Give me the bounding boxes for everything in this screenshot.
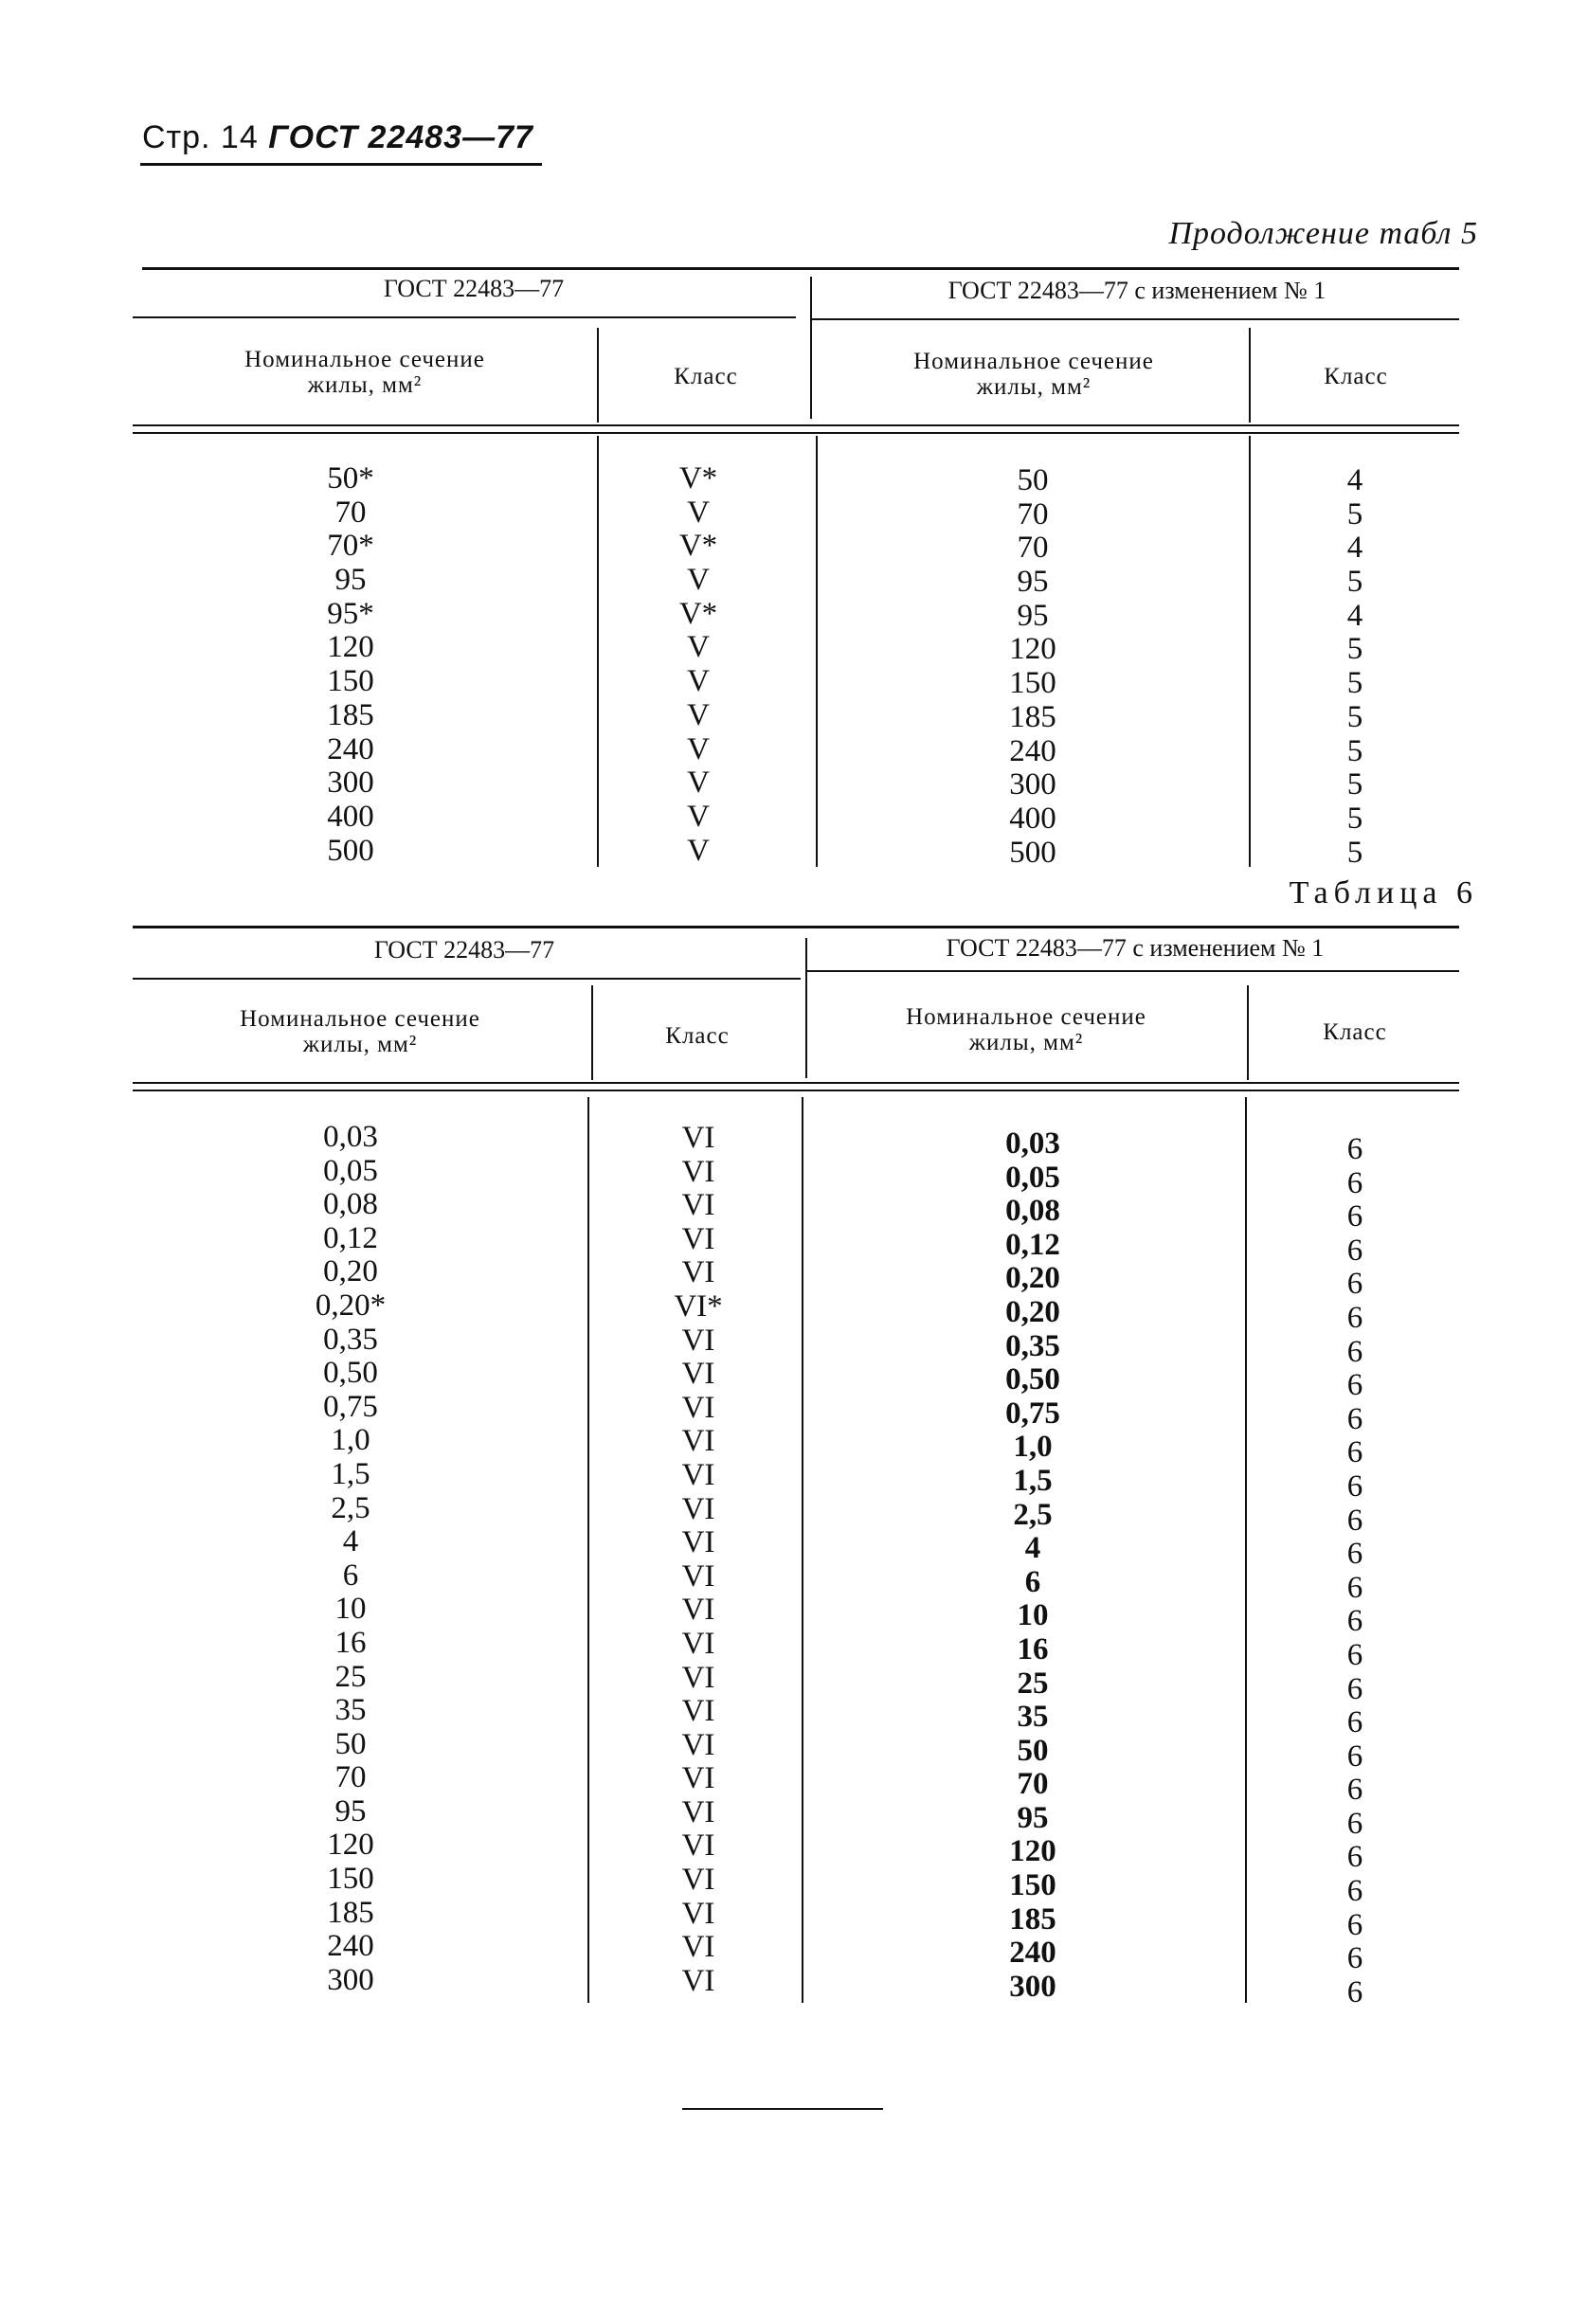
table-cell: V (687, 833, 710, 868)
header-line: Номинальное сечение (240, 1006, 480, 1032)
table-cell: 6 (1346, 1974, 1363, 2009)
table-cell: 0,20 (323, 1254, 378, 1289)
table-cell: 300 (327, 1962, 374, 1997)
table5-left-sections (275, 462, 426, 868)
table-cell: 0,50 (1005, 1362, 1060, 1397)
table-cell: VI (681, 1593, 715, 1628)
table-cell: VI (681, 1727, 715, 1762)
table-cell: 35 (1017, 1700, 1049, 1735)
table-cell: VI (681, 1626, 715, 1661)
table-cell: V (687, 799, 710, 834)
table-cell: 120 (1009, 1834, 1056, 1869)
table-cell: 6 (1346, 1435, 1363, 1470)
table-cell: 0,12 (1005, 1227, 1060, 1262)
table-cell: 185 (327, 1895, 374, 1930)
table-cell: 70 (334, 1760, 367, 1795)
table-cell: VI (681, 1188, 715, 1223)
standard-title: ГОСТ 22483—77 (268, 119, 533, 155)
table-cell: 4 (342, 1524, 359, 1559)
table-cell: 0,20* (315, 1288, 387, 1323)
table5-left-col-divider-body (597, 436, 599, 867)
table-cell: 240 (1009, 733, 1056, 768)
table-cell: 6 (1346, 1401, 1363, 1436)
table-cell: 1,0 (331, 1423, 370, 1458)
table-cell: 0,08 (323, 1187, 378, 1222)
table-cell: 500 (327, 833, 374, 868)
table6-right-section-header (813, 1004, 1239, 1055)
table6-right-class-header: Класс (1323, 1019, 1387, 1045)
header-line: жилы, мм² (976, 374, 1092, 400)
table-cell: 25 (1017, 1666, 1049, 1701)
table6-right-col-divider-body (1245, 1097, 1247, 2003)
table5-right-group-header: ГОСТ 22483—77 с изменением № 1 (947, 277, 1326, 304)
table5-divider-head (810, 277, 812, 419)
table5-left-classes (637, 462, 760, 868)
table-cell: 50 (1017, 1733, 1049, 1768)
table-cell: 1,5 (1013, 1463, 1053, 1498)
table-cell: 4 (1346, 531, 1363, 566)
table6-right-classes (1317, 1133, 1393, 2009)
table-cell: 95 (1017, 1800, 1049, 1835)
table-cell: 5 (1346, 767, 1363, 802)
table-cell: 150 (1009, 1868, 1056, 1903)
table-cell: 5 (1346, 835, 1363, 870)
table-cell: 6 (1346, 1132, 1363, 1166)
table5-right-col-divider-head (1249, 328, 1251, 423)
table-cell: VI (681, 1457, 715, 1492)
table-cell: 5 (1346, 733, 1363, 768)
table-cell: V* (678, 529, 718, 564)
table-cell: VI (681, 1390, 715, 1425)
table-cell: VI (681, 1558, 715, 1594)
table-cell: 6 (1024, 1564, 1041, 1599)
table-cell: 120 (327, 1828, 374, 1863)
table-cell: 185 (1009, 699, 1056, 734)
table5-caption: Продолжение табл 5 (1168, 216, 1478, 251)
table-cell: 0,03 (323, 1120, 378, 1154)
header-line: Номинальное сечение (244, 347, 485, 372)
table-cell: 0,08 (1005, 1194, 1060, 1229)
table-cell: 6 (1346, 1941, 1363, 1976)
table5-right-section-header (821, 349, 1247, 400)
table-cell: VI (681, 1863, 715, 1898)
table-cell: 300 (1009, 767, 1056, 802)
table-cell: 95 (334, 563, 367, 598)
footer-rule (682, 2108, 883, 2110)
table-cell: VI (681, 1525, 715, 1560)
table-cell: 16 (1017, 1631, 1049, 1666)
table5-right-col-divider-body (1249, 436, 1251, 867)
table-cell: 4 (1346, 463, 1363, 497)
table-cell: 6 (1346, 1537, 1363, 1572)
table-cell: 35 (334, 1693, 367, 1728)
table-cell: 1,5 (331, 1456, 370, 1491)
table6-left-class-header: Класс (665, 1023, 730, 1049)
table-cell: 50 (334, 1726, 367, 1761)
table-cell: 300 (327, 766, 374, 801)
table6-left-sections (275, 1121, 426, 1997)
table-cell: 6 (1346, 1570, 1363, 1605)
table-cell: 240 (1009, 1936, 1056, 1971)
table-cell: 6 (1346, 1468, 1363, 1504)
table-cell: VI (681, 1154, 715, 1189)
table-cell: 0,35 (323, 1322, 378, 1357)
table5-left-section-header (142, 347, 587, 398)
table6-left-section-header (137, 1006, 583, 1057)
table-cell: 240 (327, 1929, 374, 1964)
table-cell: 120 (1009, 632, 1056, 667)
table-cell: V* (678, 461, 718, 495)
table-cell: VI (681, 1930, 715, 1965)
table5-head-rule-1 (133, 424, 1459, 426)
table6-left-group-header: ГОСТ 22483—77 (373, 936, 555, 964)
table-cell: 4 (1024, 1531, 1041, 1566)
table-cell: 500 (1009, 835, 1056, 870)
table-cell: V* (678, 596, 718, 631)
table-cell: 6 (1346, 1199, 1363, 1234)
table-cell: 150 (1009, 666, 1056, 701)
table6-left-col-divider-head (591, 985, 593, 1080)
table-cell: 6 (1346, 1637, 1363, 1672)
page-number: Стр. 14 (142, 119, 259, 155)
table-cell: 0,03 (1005, 1126, 1060, 1161)
table-cell: 5 (1346, 496, 1363, 531)
table-cell: 6 (1346, 1738, 1363, 1774)
table-cell: 6 (1346, 1233, 1363, 1268)
table5-top-rule (142, 267, 1459, 270)
table5-head-rule-2 (133, 432, 1459, 434)
table-cell: 95* (327, 596, 374, 631)
table-cell: 95 (1017, 565, 1049, 600)
table-cell: 6 (1346, 1165, 1363, 1200)
table-cell: 6 (1346, 1907, 1363, 1942)
table-cell: 0,75 (323, 1389, 378, 1424)
table-cell: 16 (334, 1625, 367, 1660)
table-cell: 5 (1346, 699, 1363, 734)
table-cell: V (687, 731, 710, 766)
table-cell: V (687, 495, 710, 530)
table5-left-col-divider-head (597, 328, 599, 423)
header-line: жилы, мм² (307, 372, 423, 398)
table-cell: 70 (1017, 496, 1049, 531)
table-cell: 6 (1346, 1300, 1363, 1335)
table-cell: 0,20 (1005, 1261, 1060, 1296)
table-cell: 6 (1346, 1368, 1363, 1403)
table6-head-rule-1 (133, 1082, 1459, 1084)
table-cell: V (687, 697, 710, 732)
header-line: Номинальное сечение (906, 1004, 1146, 1030)
table-cell: V (687, 563, 710, 598)
table6-left-classes (637, 1122, 760, 1998)
table-cell: 5 (1346, 565, 1363, 600)
table-cell: 120 (327, 630, 374, 665)
table-cell: 6 (1346, 1840, 1363, 1875)
table6-group-rule-right (807, 970, 1459, 972)
table-cell: 0,12 (323, 1220, 378, 1255)
table-cell: 5 (1346, 666, 1363, 701)
table-cell: VI (681, 1694, 715, 1729)
table-cell: VI* (674, 1288, 723, 1324)
table5-divider-body (816, 436, 818, 867)
table-cell: 150 (327, 1862, 374, 1897)
table-cell: VI (681, 1761, 715, 1796)
table-cell: VI (681, 1896, 715, 1931)
table-cell: 25 (334, 1659, 367, 1694)
table5-right-sections (957, 464, 1109, 870)
table-cell: 0,20 (1005, 1294, 1060, 1329)
table-cell: VI (681, 1121, 715, 1155)
table-cell: 95 (334, 1793, 367, 1829)
table-cell: VI (681, 1829, 715, 1864)
table-cell: 6 (1346, 1671, 1363, 1706)
table-cell: 70 (1017, 531, 1049, 566)
table-cell: 50* (327, 461, 374, 495)
table-cell: 240 (327, 731, 374, 766)
table-cell: 0,35 (1005, 1328, 1060, 1363)
table-cell: 6 (1346, 1705, 1363, 1740)
table-cell: VI (681, 1357, 715, 1392)
table-cell: VI (681, 1221, 715, 1256)
table6-head-rule-2 (133, 1090, 1459, 1091)
table5-left-group-header: ГОСТ 22483—77 (383, 275, 565, 302)
table-cell: 2,5 (1013, 1497, 1053, 1532)
header-line: жилы, мм² (302, 1032, 418, 1057)
table6-left-col-divider-body (587, 1097, 589, 2003)
page-header (142, 119, 533, 156)
table6-divider-head (805, 938, 807, 1078)
table6-right-col-divider-head (1247, 985, 1249, 1080)
table-cell: 400 (1009, 801, 1056, 836)
table-cell: 6 (1346, 1773, 1363, 1808)
table-cell: VI (681, 1963, 715, 1998)
table-cell: 0,75 (1005, 1396, 1060, 1431)
table6-right-sections (957, 1127, 1109, 2004)
table-cell: 6 (1346, 1503, 1363, 1538)
table-cell: 70 (1017, 1767, 1049, 1802)
table-cell: 50 (1017, 463, 1049, 497)
table5-right-classes (1317, 464, 1393, 870)
table-cell: VI (681, 1323, 715, 1358)
table-cell: 400 (327, 799, 374, 834)
table-cell: 2,5 (331, 1490, 370, 1525)
table-cell: VI (681, 1424, 715, 1459)
table-cell: VI (681, 1255, 715, 1290)
table-cell: V (687, 766, 710, 801)
table-cell: 10 (1017, 1598, 1049, 1633)
table5-group-rule-left (133, 316, 796, 318)
table-cell: 0,50 (323, 1356, 378, 1391)
table-cell: 6 (1346, 1334, 1363, 1369)
table6-right-group-header: ГОСТ 22483—77 с изменением № 1 (946, 934, 1325, 962)
header-line: Номинальное сечение (913, 349, 1154, 374)
table-cell: 300 (1009, 1969, 1056, 2004)
table-cell: 5 (1346, 801, 1363, 836)
table6-top-rule (133, 926, 1459, 928)
table6-divider-body (802, 1097, 803, 2003)
table-cell: 95 (1017, 598, 1049, 633)
table-cell: 150 (327, 664, 374, 699)
table5-group-rule-right (811, 318, 1459, 320)
table-cell: 1,0 (1013, 1430, 1053, 1465)
table-cell: 185 (327, 697, 374, 732)
table5-right-class-header: Класс (1324, 364, 1388, 389)
table-cell: 5 (1346, 632, 1363, 667)
header-line: жилы, мм² (968, 1030, 1084, 1055)
table-cell: 4 (1346, 598, 1363, 633)
table-cell: V (687, 630, 710, 665)
table-cell: 0,05 (1005, 1160, 1060, 1195)
table-cell: 70* (327, 529, 374, 564)
table-cell: 6 (1346, 1267, 1363, 1302)
table-cell: VI (681, 1491, 715, 1526)
table6-caption: Таблица 6 (1289, 875, 1478, 910)
table-cell: 0,05 (323, 1153, 378, 1188)
table-cell: 6 (1346, 1604, 1363, 1639)
table-cell: 6 (1346, 1874, 1363, 1909)
table-cell: VI (681, 1794, 715, 1829)
table-cell: 6 (342, 1558, 359, 1593)
table-cell: 70 (334, 495, 367, 530)
table6-group-rule-left (133, 978, 801, 980)
table-cell: VI (681, 1660, 715, 1695)
table-cell: 185 (1009, 1901, 1056, 1937)
table5-left-class-header: Класс (674, 364, 738, 389)
table-cell: V (687, 664, 710, 699)
header-rule (140, 163, 542, 166)
table-cell: 6 (1346, 1806, 1363, 1841)
table-cell: 10 (334, 1592, 367, 1627)
